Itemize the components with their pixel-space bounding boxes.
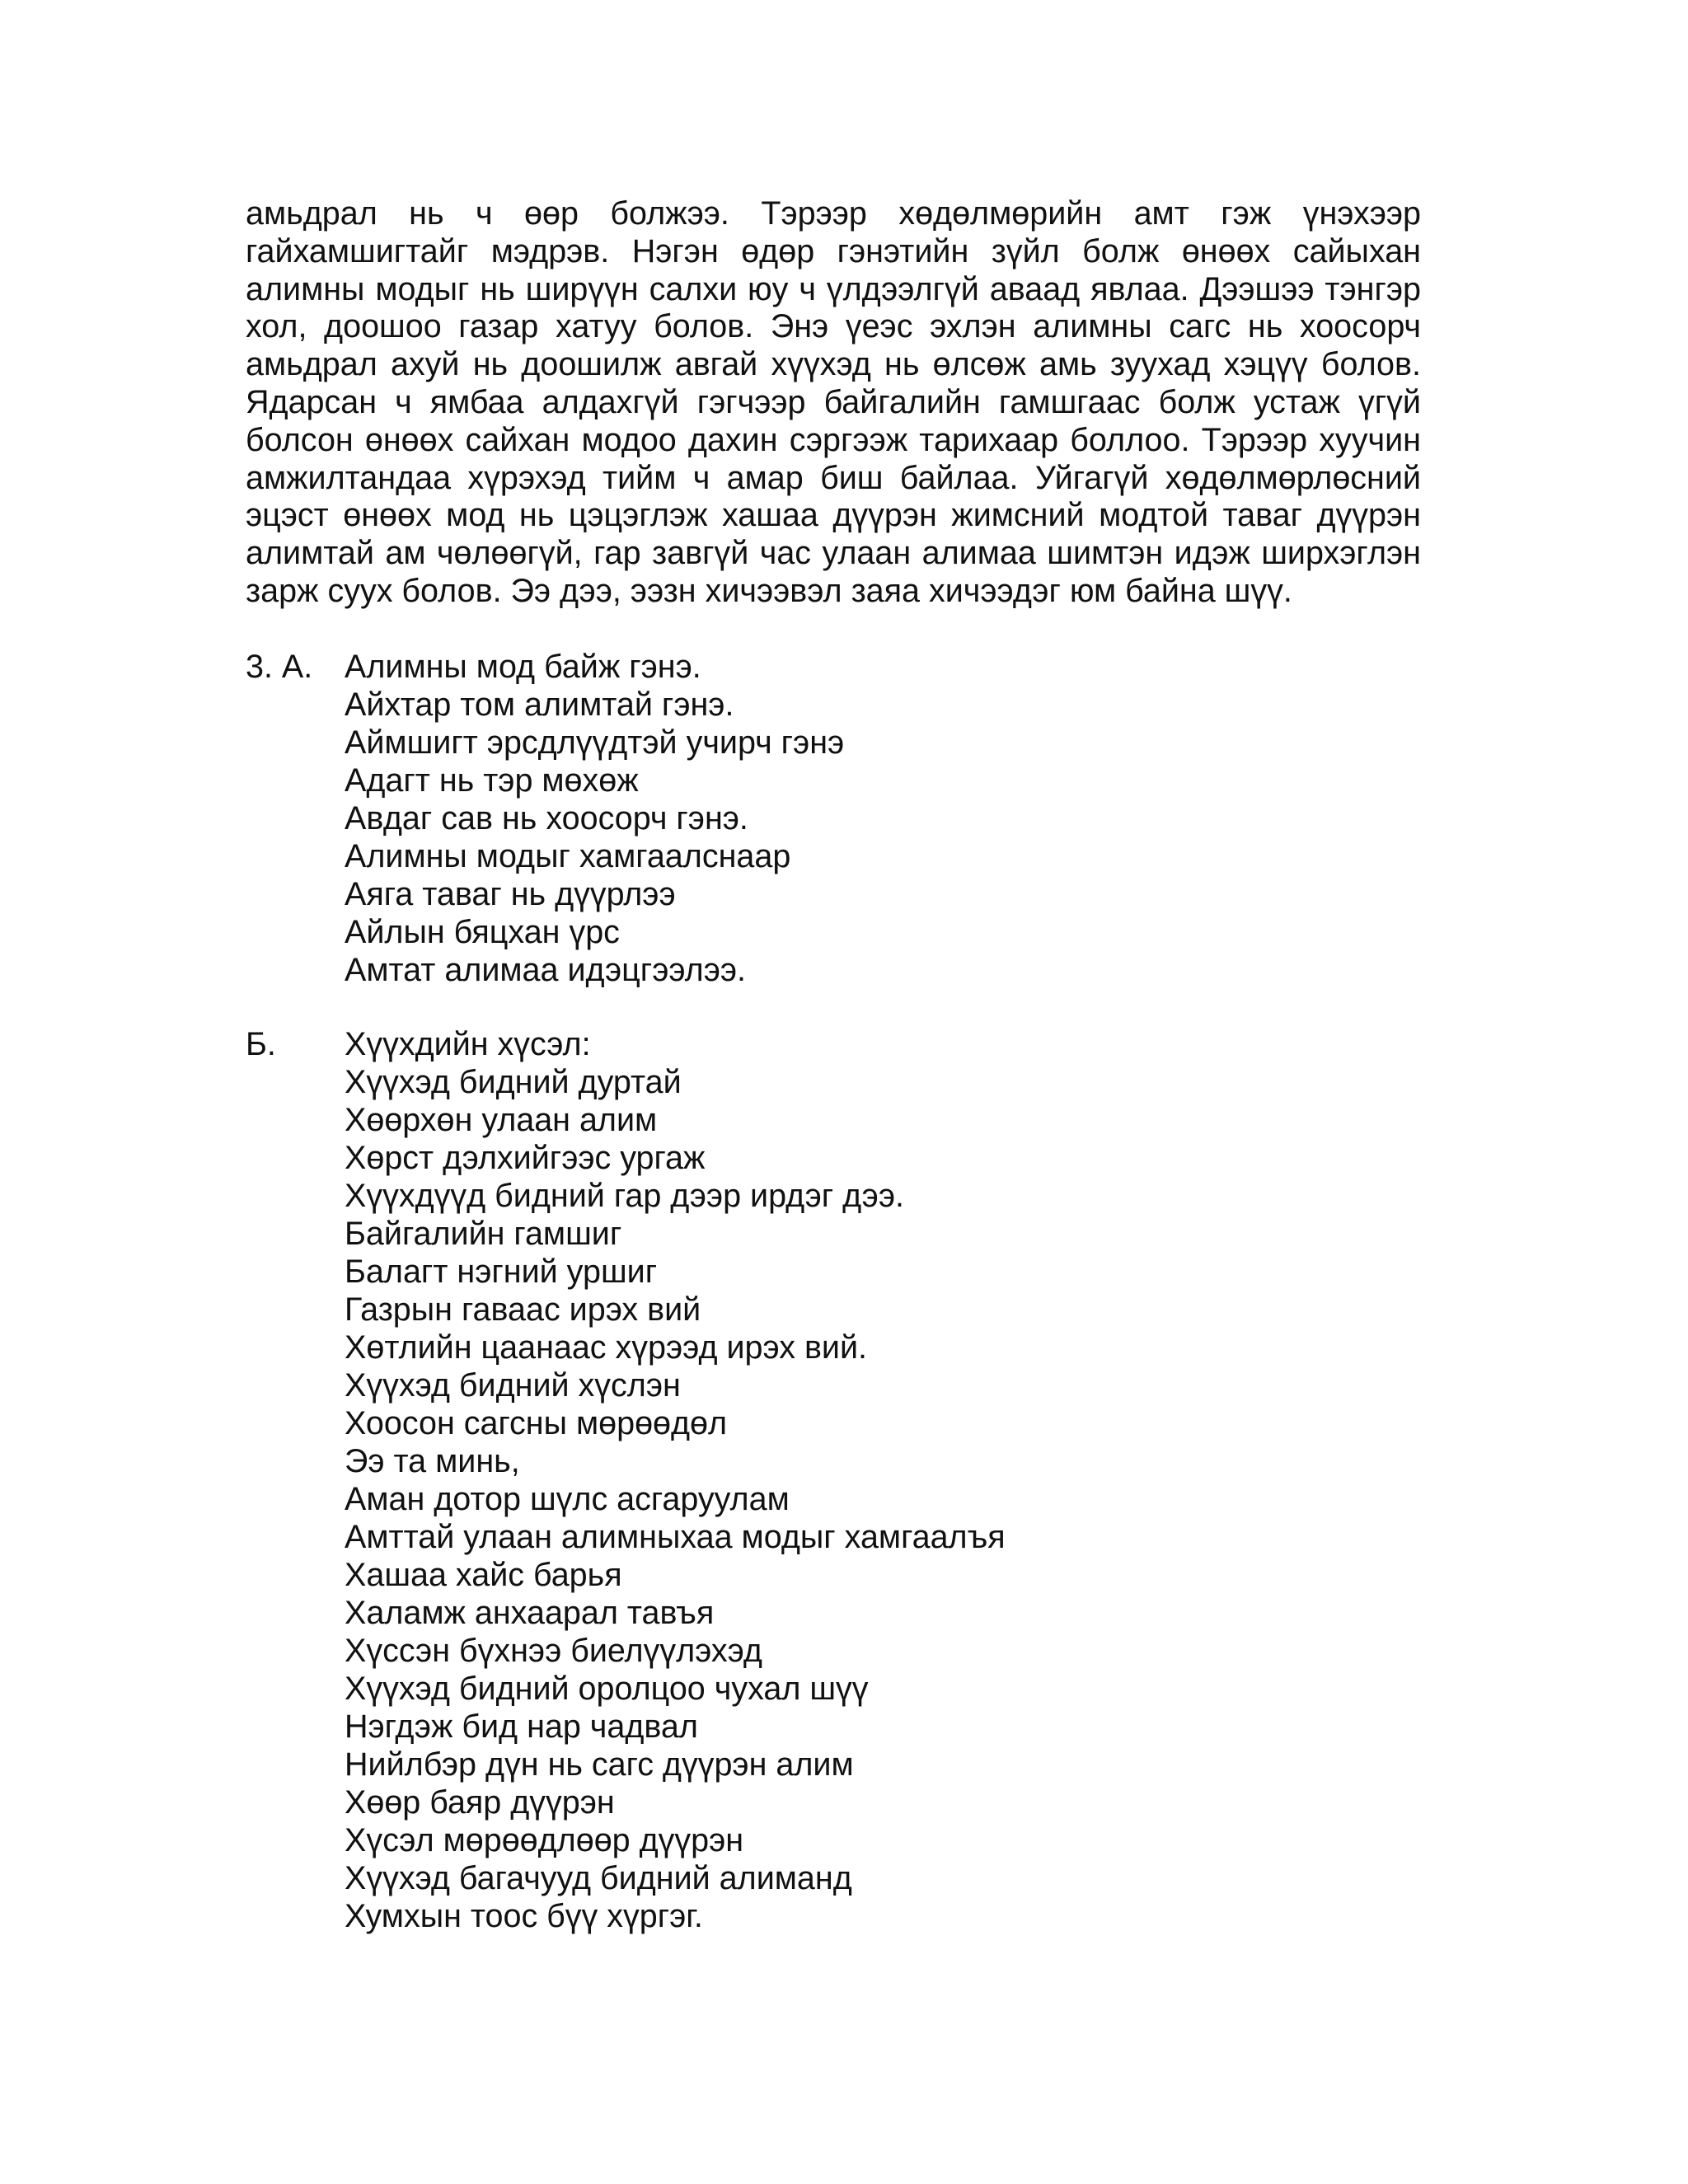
section-b-marker: Б.	[246, 1026, 276, 1062]
verse-line: Хөтлийн цаанаас хүрээд ирэх вий.	[345, 1329, 868, 1366]
verse-line: Алимны модыг хамгаалснаар	[345, 838, 791, 874]
verse-line: Хүүхэд бидний дуртай	[345, 1064, 682, 1100]
verse-line: Хүүхэд бидний хүслэн	[345, 1367, 681, 1404]
verse-line: Амттай улаан алимныхаа модыг хамгаалъя	[345, 1519, 1006, 1555]
paragraph-line: амьдрал ахуй нь доошилж авгай хүүхэд нь өлсөж амь зуухад хэцүү болов.	[246, 346, 1421, 383]
story-paragraph	[246, 195, 1421, 611]
verse-line: Хүсэл мөрөөдлөөр дүүрэн	[345, 1822, 744, 1858]
paragraph-line: Ядарсан ч ямбаа алдахгүй гэгчээр байгалийн гамшгаас болж устаж үгүй	[246, 383, 1421, 420]
verse-line: Хүүхэд багачууд бидний алиманд	[345, 1860, 852, 1896]
verse-line: Аймшигт эрсдлүүдтэй учирч гэнэ	[345, 724, 845, 761]
verse-line: Хөрст дэлхийгээс ургаж	[345, 1140, 706, 1176]
verse-line: Аман дотор шүлс асгаруулам	[345, 1481, 790, 1517]
verse-line: Хоосон сагсны мөрөөдөл	[345, 1405, 728, 1441]
verse-line: Хүүхдүүд бидний гар дээр ирдэг дээ.	[345, 1178, 904, 1214]
paragraph-line: гайхамшигтайг мэдрэв. Нэгэн өдөр гэнэтийн зүйл болж өнөөх сайыхан	[246, 232, 1421, 269]
section-b-verses	[345, 1025, 1416, 1935]
verse-line: Хашаа хайс барья	[345, 1557, 622, 1593]
paragraph-line: хол, доошоо газар хатуу болов. Энэ үеэс эхлэн алимны сагс нь хоосорч	[246, 308, 1421, 345]
verse-line: Адагт нь тэр мөхөж	[345, 762, 639, 799]
verse-line: Нийлбэр дүн нь сагс дүүрэн алим	[345, 1746, 854, 1783]
verse-line: Хүссэн бүхнээ биелүүлэхэд	[345, 1633, 762, 1669]
paragraph-line: алимтай ам чөлөөгүй, гар завгүй час улаан алимаа шимтэн идэж ширхэглэн	[246, 535, 1421, 572]
paragraph-line: болсон өнөөх сайхан модоо дахин сэргээж тарихаар боллоо. Тэрээр хуучин	[246, 421, 1421, 458]
verse-line: Байгалийн гамшиг	[345, 1216, 622, 1252]
verse-line: Нэгдэж бид нар чадвал	[345, 1708, 698, 1745]
verse-line: Хумхын тоос бүү хүргэг.	[345, 1898, 703, 1934]
section-a-marker: 3. А.	[246, 649, 313, 685]
verse-line: Айхтар том алимтай гэнэ.	[345, 687, 734, 723]
verse-line: Айлын бяцхан үрс	[345, 914, 620, 950]
verse-line: Ээ та минь,	[345, 1443, 520, 1479]
paragraph-line: амьдрал нь ч өөр болжээ. Тэрээр хөдөлмөрийн амт гэж үнэхээр	[246, 195, 1421, 232]
verse-line: Алимны мод байж гэнэ.	[345, 649, 701, 685]
verse-line: Хүүхдийн хүсэл:	[345, 1026, 591, 1062]
verse-line: Балагт нэгний уршиг	[345, 1254, 658, 1290]
verse-line: Хүүхэд бидний оролцоо чухал шүү	[345, 1671, 869, 1707]
paragraph-line: эцэст өнөөх мод нь цэцэглэж хашаа дүүрэн жимсний модтой таваг дүүрэн	[246, 497, 1421, 534]
verse-line: Хөөрхөн улаан алим	[345, 1102, 658, 1138]
paragraph-line: зарж суух болов. Ээ дээ, ээзн хичээвэл заяа хичээдэг юм байна шүү.	[246, 572, 1292, 609]
paragraph-line: алимны модыг нь ширүүн салхи юу ч үлдээлгүй аваад явлаа. Дээшээ тэнгэр	[246, 270, 1421, 307]
section-a-verses	[345, 648, 1416, 989]
verse-line: Газрын гаваас ирэх вий	[345, 1291, 701, 1328]
verse-line: Халамж анхаарал тавъя	[345, 1595, 715, 1631]
verse-line: Хөөр баяр дүүрэн	[345, 1784, 615, 1821]
verse-line: Авдаг сав нь хоосорч гэнэ.	[345, 800, 748, 837]
verse-line: Аяга таваг нь дүүрлээ	[345, 876, 676, 912]
paragraph-line: амжилтандаа хүрэхэд тийм ч амар биш байлаа. Уйгагүй хөдөлмөрлөсний	[246, 459, 1421, 496]
verse-line: Амтат алимаа идэцгээлээ.	[345, 952, 746, 988]
